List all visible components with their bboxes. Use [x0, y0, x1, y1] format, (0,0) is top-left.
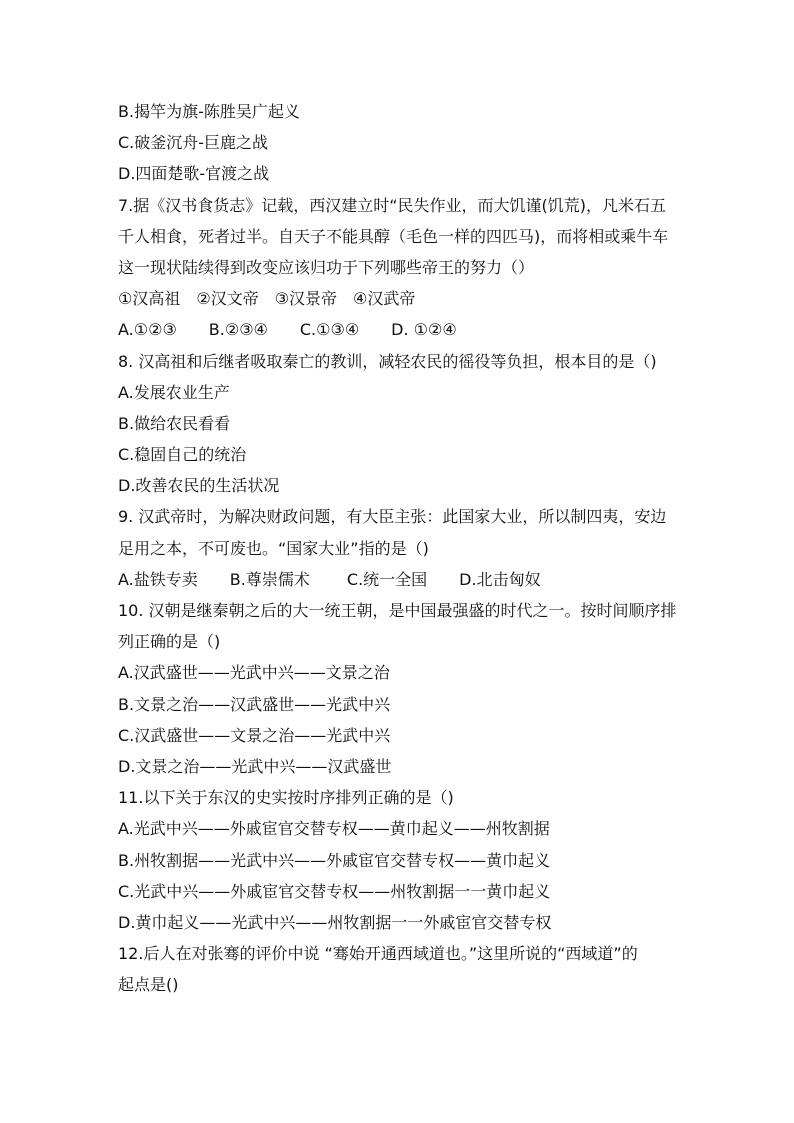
option-line: D.四面楚歌-官渡之战 — [118, 164, 270, 184]
option-line: C.稳固自己的统治 — [118, 445, 247, 465]
option-line: B.文景之治——汉武盛世——光武中兴 — [118, 694, 391, 714]
option-line: C.光武中兴——外戚宦官交替专权——州牧割据一一黄巾起义 — [118, 881, 551, 901]
question-9-line: 9. 汉武帝时，为解决财政问题，有大臣主张：此国家大业，所以制四夷，安边 — [118, 507, 667, 527]
option-line: B.州牧割据——光武中兴——外戚宦官交替专权——黄巾起义 — [118, 850, 551, 870]
question-11-line: 11.以下关于东汉的史实按时序排列正确的是（) — [118, 788, 454, 808]
option-line: A.汉武盛世——光武中兴——文景之治 — [118, 663, 390, 683]
question-9-line: 足用之本，不可废也。“国家大业”指的是（) — [118, 538, 429, 558]
question-7-line: 千人相食，死者过半。自天子不能具醇（毛色一样的四匹马)，而将相或乘牛车 — [118, 226, 669, 246]
option-line: D.黄巾起义——光武中兴——州牧割据一一外戚宦官交替专权 — [118, 912, 552, 932]
option-line: B.揭竿为旗-陈胜吴广起义 — [118, 102, 300, 121]
option-line: B.做给农民看看 — [118, 413, 231, 433]
option-line: A.光武中兴——外戚宦官交替专权——黄巾起义——州牧割据 — [118, 819, 550, 839]
question-9-options: A.盐铁专卖 B.尊崇儒术 C.统一全国 D.北击匈奴 — [118, 569, 541, 589]
question-7-line: 这一现状陆续得到改变应该归功于下列哪些帝王的努力（） — [118, 257, 535, 277]
question-8-line: 8. 汉高祖和后继者吸取秦亡的教训，减轻农民的徭役等负担，根本目的是（) — [118, 351, 657, 371]
question-7-line: 7.据《汉书食货志》记载，西汉建立时“民失作业，而大饥谨(饥荒)，凡米石五 — [118, 195, 667, 215]
question-10-line: 列正确的是（) — [118, 632, 221, 652]
question-10-line: 10. 汉朝是继秦朝之后的大一统王朝，是中国最强盛的时代之一。按时间顺序排 — [118, 601, 677, 620]
question-12-line: 12.后人在对张骞的评价中说 “骞始开通西域道也。”这里所说的“西域道”的 — [118, 944, 638, 964]
question-7-choices: ①汉高祖 ②汉文帝 ③汉景帝 ④汉武帝 — [118, 289, 416, 309]
document-body — [118, 96, 698, 1000]
question-7-options: A.①②③ B.②③④ C.①③④ D. ①②④ — [118, 320, 457, 340]
question-12-line: 起点是() — [118, 975, 179, 995]
option-line: D.文景之治——光武中兴——汉武盛世 — [118, 756, 392, 776]
option-line: C.破釜沉舟-巨鹿之战 — [118, 133, 269, 153]
option-line: A.发展农业生产 — [118, 382, 230, 402]
option-line: D.改善农民的生活状况 — [118, 476, 280, 496]
option-line: C.汉武盛世——文景之治——光武中兴 — [118, 725, 391, 745]
